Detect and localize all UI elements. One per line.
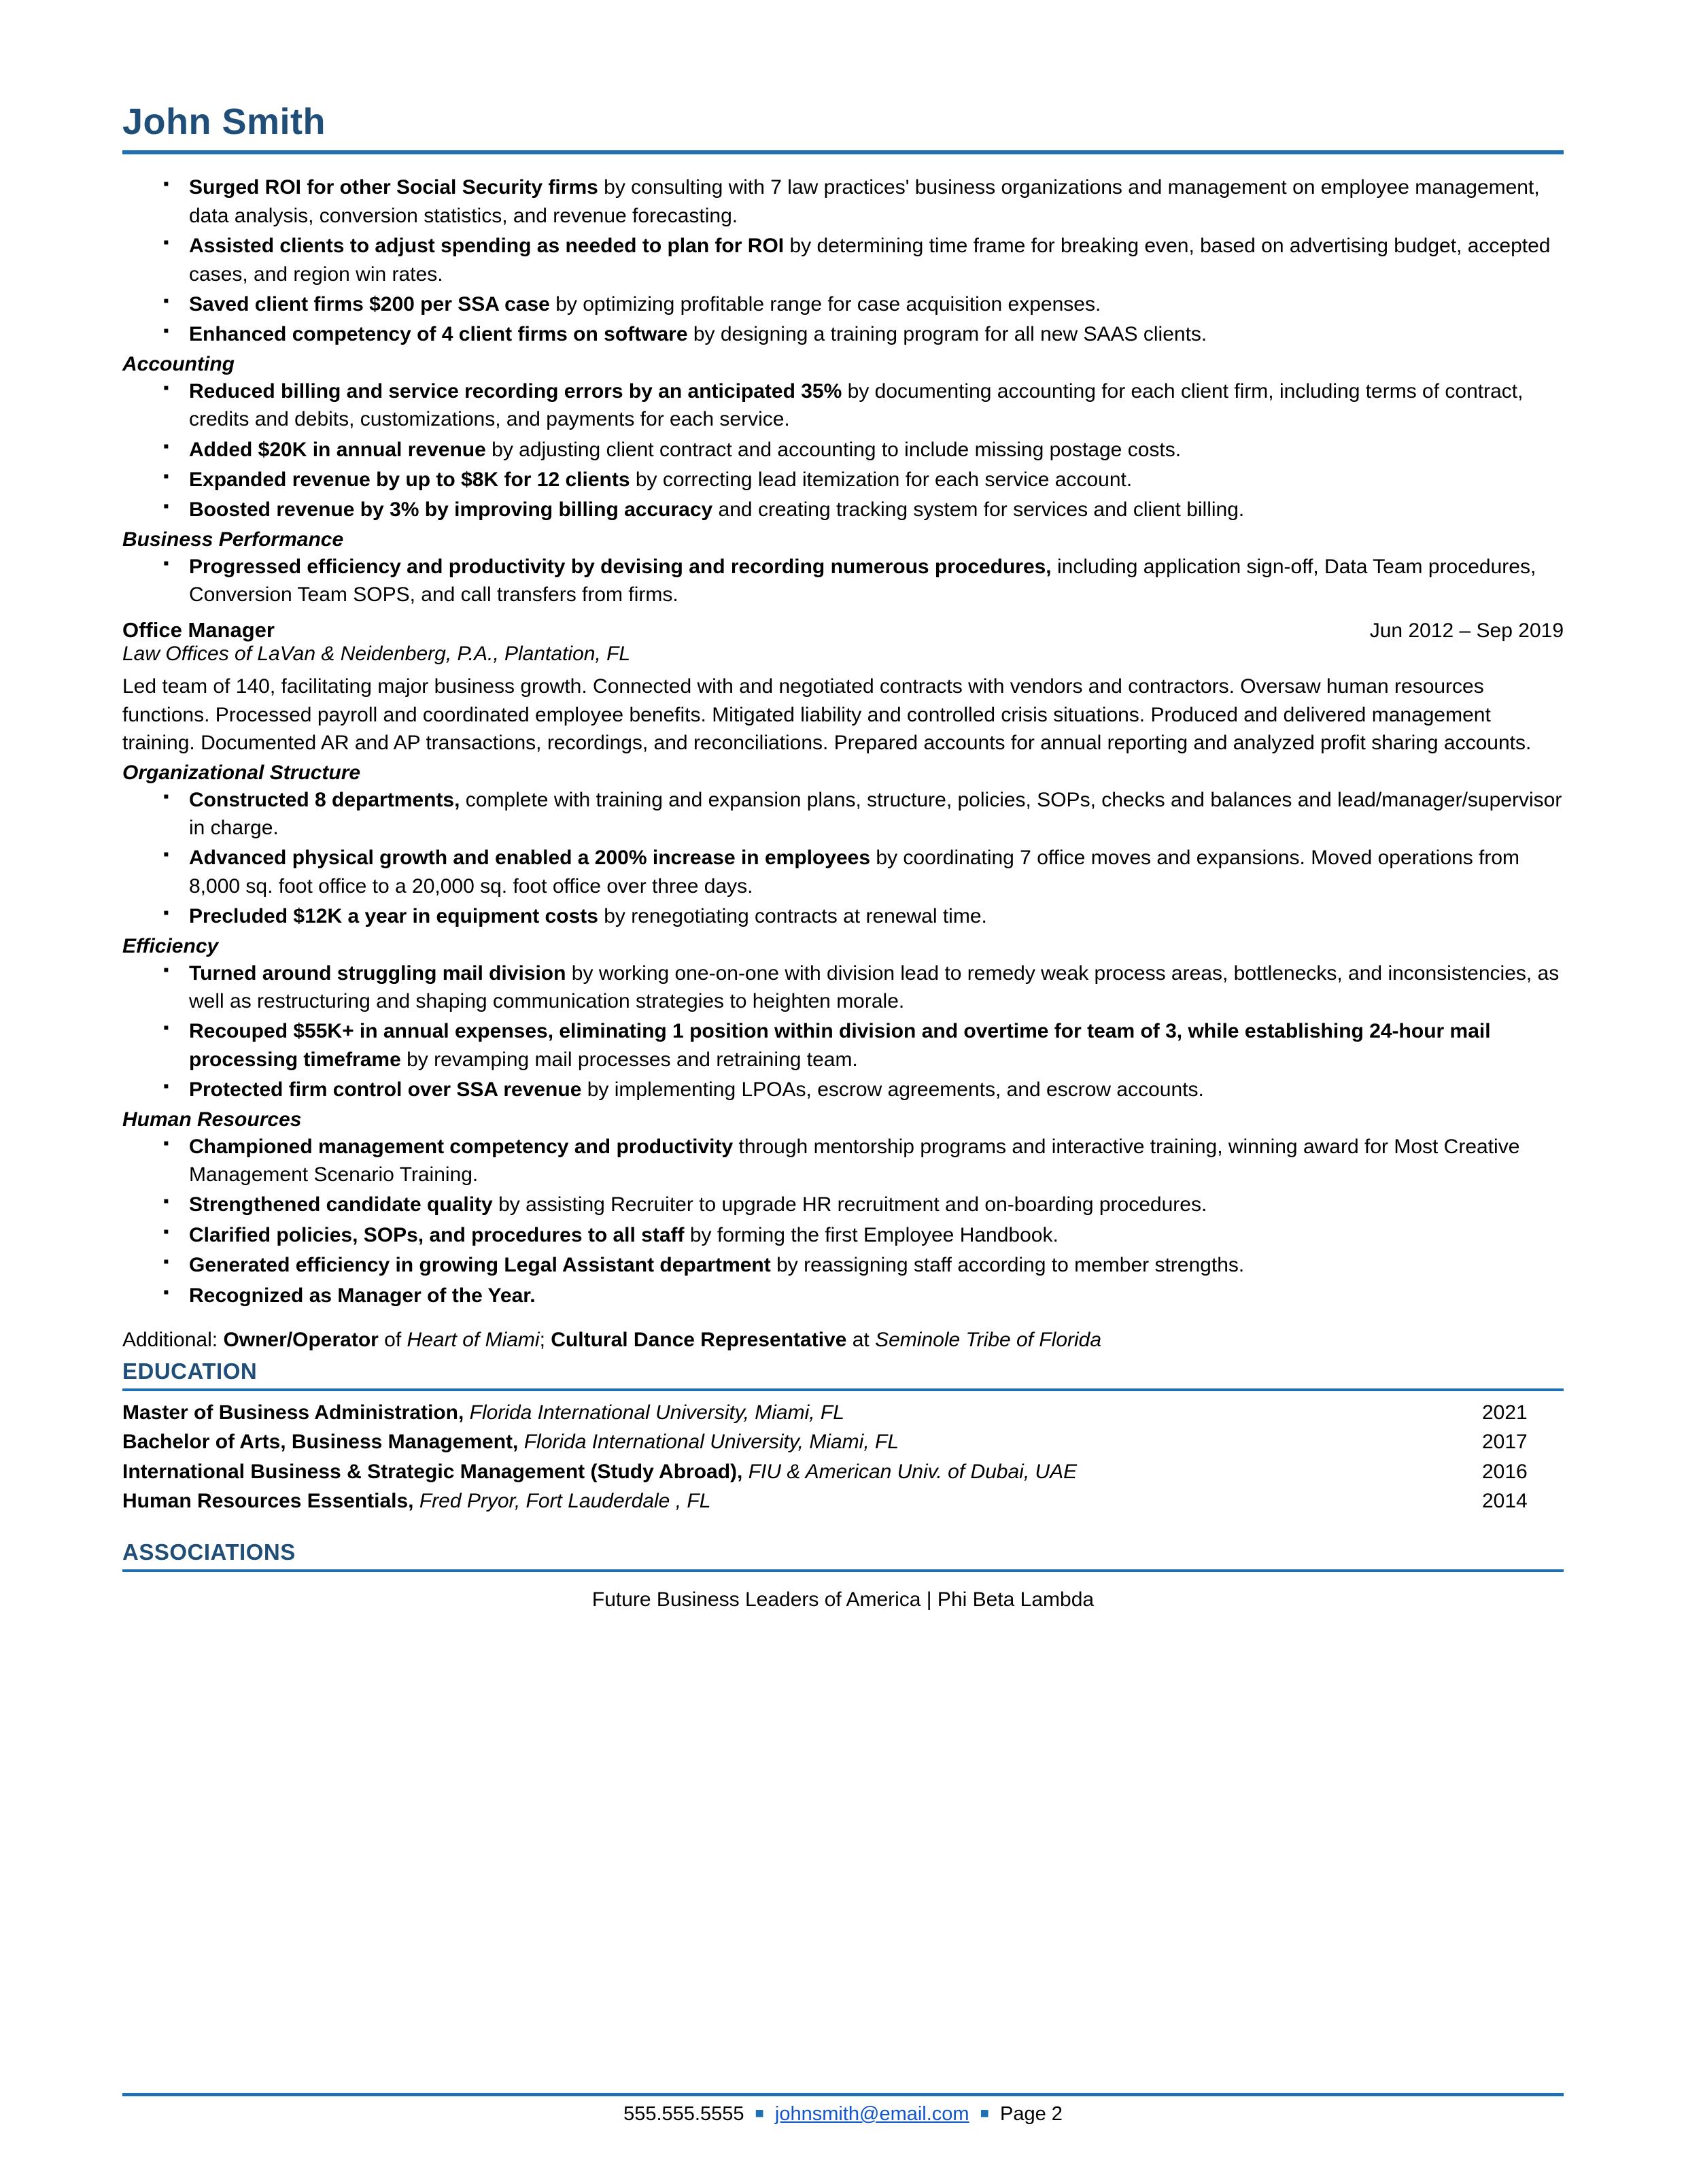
education-row [122, 1486, 1564, 1516]
list-item [122, 436, 1564, 464]
bullet-bold-text: Reduced billing and service recording errors by an anticipated 35% [189, 379, 842, 403]
list-item [122, 320, 1564, 348]
bullet-bold-text: Recouped $55K+ in annual expenses, eliminating 1 position within division and overtime for team of 3, while establishing 24-hour mail processing timeframe [189, 1020, 1491, 1071]
bullet-bold-text: Progressed efficiency and productivity by devising and recording numerous procedures, [189, 555, 1052, 578]
bullet-text: complete with training and expansion plans, structure, policies, SOPs, checks and balances and lead/manager/supervisor in charge. [189, 788, 1562, 840]
bullet-text: by adjusting client contract and accounting to include missing postage costs. [485, 438, 1182, 461]
bullet-bold-text: Surged ROI for other Social Security firms [189, 176, 598, 199]
bullet-bold-text: Enhanced competency of 4 client firms on software [189, 323, 688, 346]
additional-org-2: Seminole Tribe of Florida [875, 1328, 1102, 1351]
bullet-text: by working one-on-one with division lead to remedy weak process areas, bottlenecks, and inconsistencies, as well as restructuring and shaping communication strategies to heighten morale. [189, 961, 1560, 1012]
list-item [122, 290, 1564, 318]
bullet-bold-text: Clarified policies, SOPs, and procedures to all staff [189, 1223, 685, 1246]
square-bullet-icon: ■ [980, 2104, 989, 2121]
page-title: John Smith [122, 101, 326, 142]
education-row [122, 1457, 1564, 1487]
organizational-structure-bullet-list [122, 786, 1564, 931]
education-degree: International Business & Strategic Management (Study Abroad), [122, 1460, 743, 1483]
bullet-bold-text: Assisted clients to adjust spending as needed to plan for ROI [189, 235, 785, 258]
bullet-bold-text: Generated efficiency in growing Legal Assistant department [189, 1254, 771, 1277]
bullet-bold-text: Expanded revenue by up to $8K for 12 clients [189, 468, 630, 491]
bullet-text: by correcting lead itemization for each service account. [630, 468, 1133, 491]
education-entry [122, 1486, 1455, 1516]
bullet-bold-text: Championed management competency and productivity [189, 1135, 734, 1158]
job-summary: Led team of 140, facilitating major business growth. Connected with and negotiated contracts with vendors and contractors. Oversaw human resources functions. Processed payroll and coordinated employee benefits. Mitigated liability and controlled crisis situations. Produced and delivered management training. Documented AR and AP transactions, recordings, and reconciliations. Prepared accounts for annual reporting and analyzed profit sharing accounts. [122, 675, 1532, 755]
section-heading-education: EDUCATION [122, 1358, 258, 1384]
education-school: Florida International University, Miami, FL [518, 1431, 899, 1454]
list-item [122, 1133, 1564, 1189]
bullet-text: by renegotiating contracts at renewal time. [598, 905, 987, 928]
education-degree: Master of Business Administration, [122, 1401, 464, 1424]
list-item [122, 232, 1564, 288]
education-row [122, 1398, 1564, 1428]
education-school: Fred Pryor, Fort Lauderdale , FL [413, 1490, 711, 1513]
bullet-bold-text: Boosted revenue by 3% by improving billing accuracy [189, 498, 713, 522]
page-footer [122, 2093, 1564, 2126]
job-company: Law Offices of LaVan & Neidenberg, P.A., Plantation, FL [122, 643, 631, 666]
additional-line [122, 1329, 1564, 1352]
education-divider [122, 1388, 1564, 1391]
bullet-bold-text: Precluded $12K a year in equipment costs [189, 905, 598, 928]
list-item [122, 786, 1564, 842]
additional-org-1: Heart of Miami [407, 1328, 540, 1351]
job-title: Office Manager [122, 618, 275, 643]
list-item [122, 1017, 1564, 1074]
bullet-text: by optimizing profitable range for case acquisition expenses. [549, 292, 1101, 315]
education-entry [122, 1398, 1455, 1428]
education-year: 2017 [1482, 1431, 1528, 1454]
education-year: 2021 [1482, 1401, 1528, 1424]
bullet-text: by consulting with 7 law practices' business organizations and management on employee management, data analysis, conversion statistics, and revenue forecasting. [189, 176, 1540, 227]
subsection-heading-efficiency: Efficiency [122, 934, 219, 957]
footer-divider [122, 2093, 1564, 2096]
bullet-bold-text: Advanced physical growth and enabled a 200% increase in employees [189, 847, 871, 870]
bullet-text: by implementing LPOAs, escrow agreements, and escrow accounts. [581, 1078, 1204, 1102]
job-dates: Jun 2012 – Sep 2019 [1369, 619, 1564, 643]
education-year: 2014 [1482, 1490, 1528, 1513]
list-item [122, 496, 1564, 524]
footer-contact [122, 2103, 1564, 2126]
list-item [122, 844, 1564, 900]
subsection-heading-business-performance: Business Performance [122, 528, 344, 551]
list-item [122, 1282, 1564, 1310]
human-resources-bullet-list [122, 1133, 1564, 1310]
bullet-bold-text: Recognized as Manager of the Year. [189, 1284, 536, 1307]
bullet-text: and creating tracking system for services and client billing. [712, 498, 1245, 522]
bullet-text: by reassigning staff according to member strengths. [770, 1254, 1245, 1277]
square-bullet-icon: ■ [755, 2104, 764, 2121]
section-heading-associations: ASSOCIATIONS [122, 1539, 296, 1565]
additional-role-1: Owner/Operator [223, 1328, 379, 1351]
bullet-text: through mentorship programs and interactive training, winning award for Most Creative Management Scenario Training. [189, 1135, 1520, 1186]
subsection-heading-human-resources: Human Resources [122, 1108, 302, 1131]
associations-divider [122, 1569, 1564, 1572]
bullet-bold-text: Protected firm control over SSA revenue [189, 1078, 582, 1102]
bullet-bold-text: Constructed 8 departments, [189, 788, 460, 811]
education-entry [122, 1427, 1455, 1457]
subsection-heading-accounting: Accounting [122, 352, 235, 375]
list-item [122, 553, 1564, 609]
efficiency-bullet-list [122, 959, 1564, 1104]
list-item [122, 1221, 1564, 1249]
list-item [122, 1076, 1564, 1104]
bullet-text: by forming the first Employee Handbook. [684, 1223, 1059, 1246]
job-entry-header [122, 618, 1564, 643]
bullet-text: by documenting accounting for each client firm, including terms of contract, credits and debits, customizations, and payments for each service. [189, 379, 1524, 431]
additional-separator: ; [539, 1328, 551, 1351]
education-school: Florida International University, Miami, FL [464, 1401, 844, 1424]
accounting-bullet-list [122, 377, 1564, 524]
subsection-heading-organizational-structure: Organizational Structure [122, 761, 361, 784]
list-item [122, 1251, 1564, 1279]
associations-line: Future Business Leaders of America | Phi Beta Lambda [591, 1588, 1095, 1611]
education-row [122, 1427, 1564, 1457]
additional-of: of [378, 1328, 407, 1351]
bullet-text: by assisting Recruiter to upgrade HR recruitment and on-boarding procedures. [492, 1193, 1207, 1216]
header-divider [122, 150, 1564, 154]
bullet-text: by coordinating 7 office moves and expansions. Moved operations from 8,000 sq. foot office to a 20,000 sq. foot office over three days. [189, 847, 1520, 898]
bullet-text: by determining time frame for breaking even, based on advertising budget, accepted cases, and region win rates. [189, 235, 1551, 286]
additional-role-2: Cultural Dance Representative [551, 1328, 847, 1351]
additional-at: at [846, 1328, 876, 1351]
list-item [122, 902, 1564, 930]
education-list [122, 1398, 1564, 1516]
additional-label: Additional: [122, 1328, 224, 1351]
list-item [122, 959, 1564, 1016]
business-performance-bullet-list [122, 553, 1564, 609]
bullet-text: by revamping mail processes and retraining team. [400, 1048, 858, 1071]
list-item [122, 377, 1564, 434]
list-item [122, 466, 1564, 494]
list-item [122, 173, 1564, 230]
bullet-bold-text: Strengthened candidate quality [189, 1193, 493, 1216]
bullet-text: including application sign-off, Data Team procedures, Conversion Team SOPS, and call transfers from firms. [189, 555, 1536, 607]
footer-email-link[interactable]: johnsmith@email.com [774, 2103, 969, 2125]
education-entry [122, 1457, 1455, 1487]
education-degree: Human Resources Essentials, [122, 1490, 414, 1513]
footer-page-number: Page 2 [1000, 2103, 1063, 2125]
bullet-bold-text: Turned around struggling mail division [189, 961, 566, 985]
education-year: 2016 [1482, 1460, 1528, 1483]
bullet-bold-text: Added $20K in annual revenue [189, 438, 486, 461]
education-school: FIU & American Univ. of Dubai, UAE [742, 1460, 1078, 1483]
top-bullet-list [122, 173, 1564, 348]
list-item [122, 1191, 1564, 1218]
bullet-bold-text: Saved client firms $200 per SSA case [189, 292, 550, 315]
bullet-text: by designing a training program for all new SAAS clients. [687, 323, 1207, 346]
education-degree: Bachelor of Arts, Business Management, [122, 1431, 519, 1454]
footer-phone: 555.555.5555 [623, 2103, 744, 2125]
